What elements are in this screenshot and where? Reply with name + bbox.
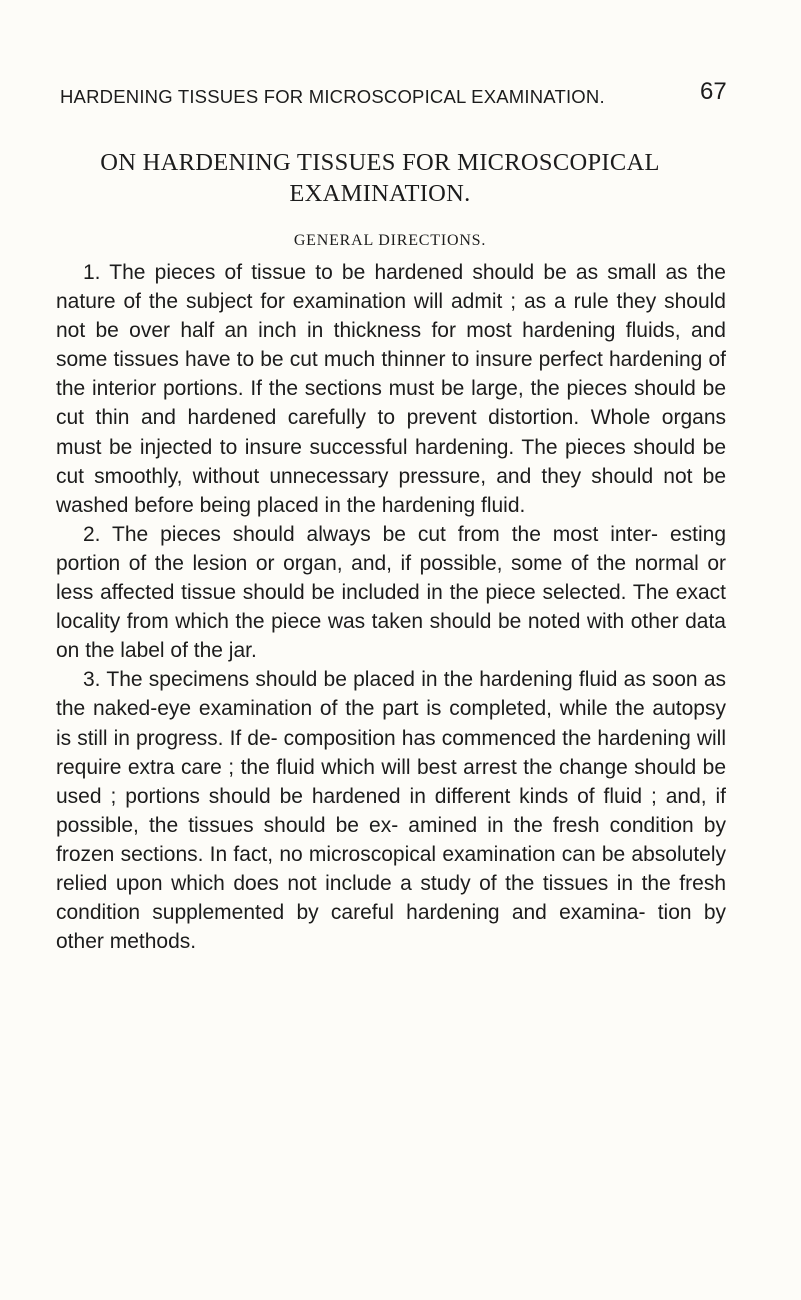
running-head — [60, 78, 727, 108]
article-title: ON HARDENING TISSUES FOR MICROSCOPICAL EXAMINATION. — [100, 149, 660, 207]
paragraph-1: 1. The pieces of tissue to be hardened should be as small as the nature of the subject for examination will admit ; as a rule they should not be over half an inch in thickness for most hardening fluids, and some tissues have to be cut much thinner to insure perfect hardening of the interior portions. If the sections must be large, the pieces should be cut thin and hardened carefully to prevent distortion. Whole organs must be injected to insure successful hardening. The pieces should be cut smoothly, without unnecessary pressure, and they should not be washed before being placed in the hardening fluid. — [56, 261, 726, 517]
body-text — [56, 258, 726, 956]
page-number: 67 — [700, 78, 727, 105]
running-title: HARDENING TISSUES FOR MICROSCOPICAL EXAMINATION. — [60, 86, 605, 107]
section-heading: GENERAL DIRECTIONS. — [293, 232, 487, 249]
paragraph-2: 2. The pieces should always be cut from the most inter- esting portion of the lesion or organ, and, if possible, some of the normal or less affected tissue should be included in the piece selected. The exact locality from which the piece was taken should be noted with other data on the label of the jar. — [56, 522, 726, 663]
paragraph-3: 3. The specimens should be placed in the hardening fluid as soon as the naked-eye examination of the part is completed, while the autopsy is still in progress. If de- composition has commenced the hardening will require extra care ; the fluid which will best arrest the change should be used ; portions should be hardened in different kinds of fluid ; and, if possible, the tissues should be ex- amined in the fresh condition by frozen sections. In fact, no microscopical examination can be absolutely relied upon which does not include a study of the tissues in the fresh condition supplemented by careful hardening and examina- tion by other methods. — [56, 668, 726, 954]
